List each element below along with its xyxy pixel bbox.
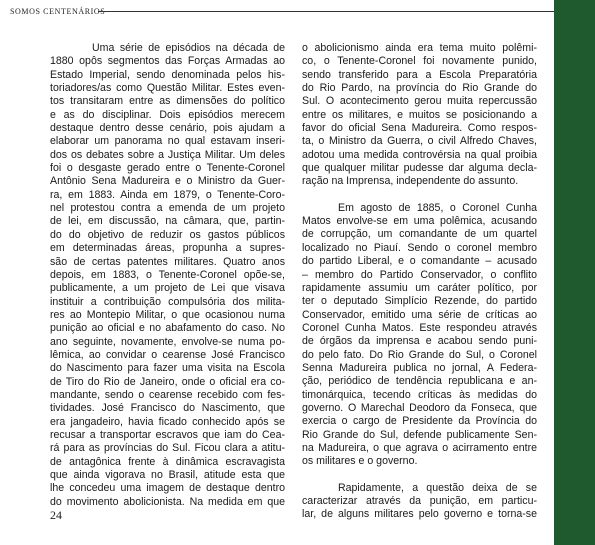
text-line: punição ao oficial e no abafamento do caso. No: [50, 322, 285, 335]
text-line: Matos envolve-se em uma polêmica, acusando: [302, 215, 537, 228]
page-number: 24: [50, 508, 62, 522]
text-line: adotou uma medida controvérsia na qual proibia: [302, 148, 537, 161]
text-line: depois, em 1883, o Tenente-Coronel opõe-se,: [50, 268, 285, 281]
text-line: Rapidamente, a questão deixa de se: [338, 481, 537, 494]
text-line: favor do oficial Sena Madureira. Como respos-: [302, 122, 537, 135]
text-line: – membro do Partido Conservador, o conflito: [302, 268, 537, 281]
text-line: rapidamente assumiu um caráter político, por: [302, 281, 537, 294]
text-line: lar, de alguns militares pelo governo e torna-se: [302, 508, 537, 521]
text-line: recusar a transportar escravos que iam do Cea-: [50, 428, 285, 441]
text-line: ta, o Ministro da Guerra, o civil Alfredo Chaves,: [302, 135, 537, 148]
text-line: caracterizar através da punição, em particu-: [302, 495, 537, 507]
text-line: destaque dentro desse cenário, pois ajudam a: [50, 122, 285, 135]
text-line: lêmica, ao convidar o cearense José Francisco: [50, 348, 285, 361]
text-line: co, o Tenente-Coronel foi novamente punido,: [302, 55, 537, 68]
text-line: do pelo fato. Do Rio Grande do Sul, o Coronel: [302, 348, 537, 361]
paragraph-rapidamente: [302, 482, 537, 522]
text-line: ano seguinte, novamente, envolve-se numa po-: [50, 335, 285, 348]
text-line: dos os debates sobre a Justiça Militar. Um deles: [50, 148, 285, 161]
text-line: em determinadas áreas, propunha a supres-: [50, 242, 285, 255]
text-line: ra, em 1883. Ainda em 1879, o Tenente-Coro-: [50, 188, 285, 201]
text-line: lhe concedeu uma imagem de destaque dentro: [50, 482, 285, 495]
text-line: foi o desgaste gerado entre o Tenente-Coronel: [50, 162, 285, 175]
text-line: mandante, sendo o cearense recebido com fes-: [50, 388, 285, 401]
green-side-band: [554, 0, 595, 545]
text-line: exercia o cargo de Presidente da Província do: [302, 415, 537, 428]
text-line: instituir a contribuição compulsória dos milita-: [50, 295, 285, 308]
text-line: rá para as províncias do Sul. Ficou clara a atitu-: [50, 442, 285, 455]
text-line: publicamente, a um projeto de Lei que visava: [50, 282, 285, 295]
running-header-title: SOMOS CENTENÁRIOS: [10, 7, 106, 16]
text-line: era jangadeiro, havia ficado conhecido após se: [50, 415, 285, 428]
text-line: do partido Liberal, e o comandante – acusado: [302, 255, 537, 268]
text-line: de lei, em discussão, na câmara, que, partin-: [50, 215, 285, 228]
text-line: ção, periódico de tendência republicana e an-: [302, 375, 537, 388]
paragraph-gap: [302, 189, 537, 202]
text-line: os militares e o governo.: [302, 455, 418, 468]
text-line: de corrupção, um comandante de um quartel: [302, 228, 537, 241]
text-line: de Tiro do Rio de Janeiro, onde o oficial era co-: [50, 375, 285, 388]
text-line: ter o deputado Simplício Rezende, do partido: [302, 295, 537, 308]
text-line: do do objetivo de reduzir os gastos públicos: [50, 228, 285, 241]
text-line: o abolicionismo ainda era tema muito polêmi-: [302, 42, 537, 54]
text-line: tos transitaram entre as dimensões do político: [50, 95, 285, 108]
text-line: nel protestou contra a emenda de um projeto: [50, 202, 285, 215]
text-line: Em agosto de 1885, o Coronel Cunha: [338, 201, 537, 214]
text-line: que qualquer militar pudesse dar alguma decla-: [302, 162, 537, 175]
text-line: Uma série de episódios na década de: [92, 42, 285, 54]
text-line: toriadores/as como Questão Militar. Estes even-: [50, 82, 285, 95]
text-line: sendo transferido para a Escola Preparatória: [302, 68, 537, 81]
paragraph-cunha-matos: [302, 202, 537, 469]
text-line: localizado no Piauí. Sendo o coronel membro: [302, 241, 537, 254]
paragraph-gap: [302, 469, 537, 482]
text-line: Estado Imperial, sendo denominada pelos his-: [50, 68, 285, 81]
text-line: de antagônica frente à dinâmica escravagista: [50, 455, 285, 468]
header-rule: [98, 11, 554, 12]
text-line: que ainda vigorava no Brasil, atitude esta que: [50, 469, 285, 481]
text-line: do Nascimento para fazer uma visita na Escola: [50, 362, 285, 375]
text-line: Senna Madureira publica no jornal, A Federa-: [302, 361, 537, 374]
text-line: ração na Imprensa, independente do assunto.: [302, 175, 519, 188]
text-line: governo. O Marechal Deodoro da Fonseca, que: [302, 401, 537, 414]
text-line: Conservador, emitido uma série de críticas ao: [302, 308, 537, 321]
text-line: e as do disciplinar. Dois episódios merecem: [50, 108, 285, 121]
text-line: tividades. José Francisco do Nascimento, que: [50, 402, 285, 415]
text-line: Coronel Cunha Matos. Este respondeu através: [302, 321, 537, 334]
text-line: Antônio Sena Madureira e o Ministro da Guer-: [50, 175, 285, 188]
text-line: Rio Grande do Sul, defende publicamente Sen-: [302, 428, 537, 441]
text-line: timonárquica, tecendo críticas às medidas do: [302, 388, 537, 401]
text-line: elaborar um panorama no qual estavam inseri-: [50, 135, 285, 148]
text-line: do movimento abolicionista. Na medida em que: [50, 495, 285, 508]
text-line: são de certas patentes militares. Quatro anos: [50, 255, 285, 268]
text-line: na Madureira, o que agrava o acirramento entre: [302, 441, 537, 454]
text-line: de órgãos da imprensa e acabou sendo puni-: [302, 335, 537, 348]
paragraph-abolicionismo: [302, 42, 537, 189]
text-line: entre os militares, e muitos se posicionando a: [302, 108, 537, 121]
text-line: res ao Montepio Militar, o que ocasionou numa: [50, 308, 285, 321]
text-line: do Rio Pardo, na província do Rio Grande do: [302, 82, 537, 95]
left-text-column: [50, 42, 285, 509]
text-line: Sul. O acontecimento gerou muita repercussão: [302, 95, 537, 108]
text-line: 1880 opôs segmentos das Forças Armadas ao: [50, 55, 285, 68]
right-text-column: [302, 42, 537, 522]
